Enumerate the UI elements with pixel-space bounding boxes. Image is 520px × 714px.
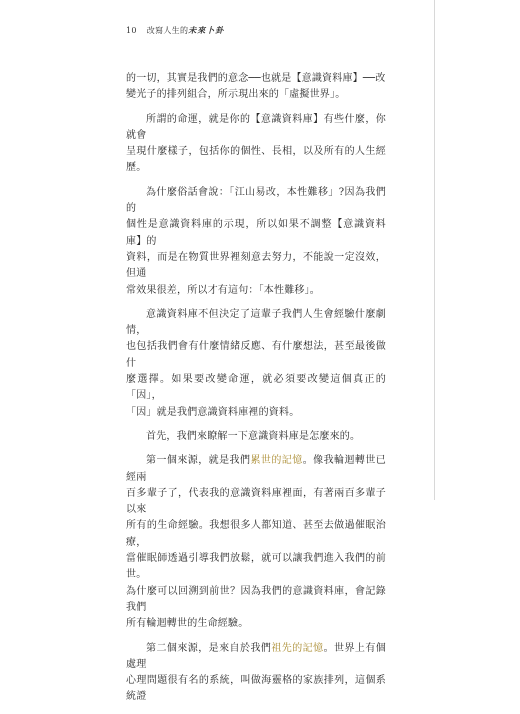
book-subtitle: 改寫人生的 (146, 26, 189, 35)
paragraph (126, 453, 386, 632)
paragraph (126, 71, 386, 104)
highlighted-phrase: 祖先的記憶 (271, 642, 324, 654)
paragraph-text: 意識資料庫不但決定了這輩子我們人生會經驗什麼劇情， 也包括我們會有什麼情緒反應、有什麼想法，甚至最後做什 麼選擇。如果要改變命運，就必須要改變這個真正的「因」， 「因」就是我們意識資料庫裡的資料。 (126, 308, 386, 418)
paragraph-text: 第二個來源，是來自於我們 (146, 642, 272, 654)
paragraph-text: 的一切，其實是我們的意念──也就是【意識資料庫】──改 變光子的排列組合，所示現出來的「虛擬世界」。 (126, 73, 386, 101)
paragraph (126, 112, 386, 177)
paragraph (126, 185, 386, 299)
page-gutter (435, 0, 520, 500)
book-brand: 未來卜卦 (188, 25, 225, 35)
paragraph-text: 。像我輪迴轉世已經兩 百多輩子了，代表我的意識資料庫裡面，有著兩百多輩子以來 所有的生命經驗。我想很多人都知道、甚至去做過催眠治療， 當催眠師透過引導我們放鬆，就可以讓我們進入我們的前世。 為什麼可以回溯到前世？因為我們的意識資料庫，會記錄我們 所有輪迴轉世的生命經驗。 (126, 455, 387, 630)
page-number: 10 (126, 26, 137, 35)
paragraph (126, 307, 386, 421)
highlighted-phrase: 累世的記憶 (250, 455, 303, 467)
running-head (126, 25, 224, 36)
paragraph-text: 為什麼俗話會說：「江山易改，本性難移」?因為我們的 個性是意識資料庫的示現，所以如果不調整【意識資料庫】的 資料，而是在物質世界裡刻意去努力，不能說一定沒效，但通 常效果很差，所以才有這句：「本性難移」。 (126, 186, 386, 296)
paragraph-text: 所謂的命運，就是你的【意識資料庫】有些什麼，你就會 呈現什麼樣子，包括你的個性、長相，以及所有的人生經歷。 (126, 113, 386, 174)
paragraph-text: 首先，我們來瞭解一下意識資料庫是怎麼來的。 (146, 430, 361, 442)
paragraph-text: 第一個來源，就是我們 (146, 455, 251, 467)
paragraph (126, 641, 386, 706)
paragraph (126, 429, 386, 445)
body-text (126, 71, 386, 714)
paragraph-text: 。世界上有個處理 心理問題很有名的系統，叫做海靈格的家族排列，這個系統證 (126, 642, 387, 703)
